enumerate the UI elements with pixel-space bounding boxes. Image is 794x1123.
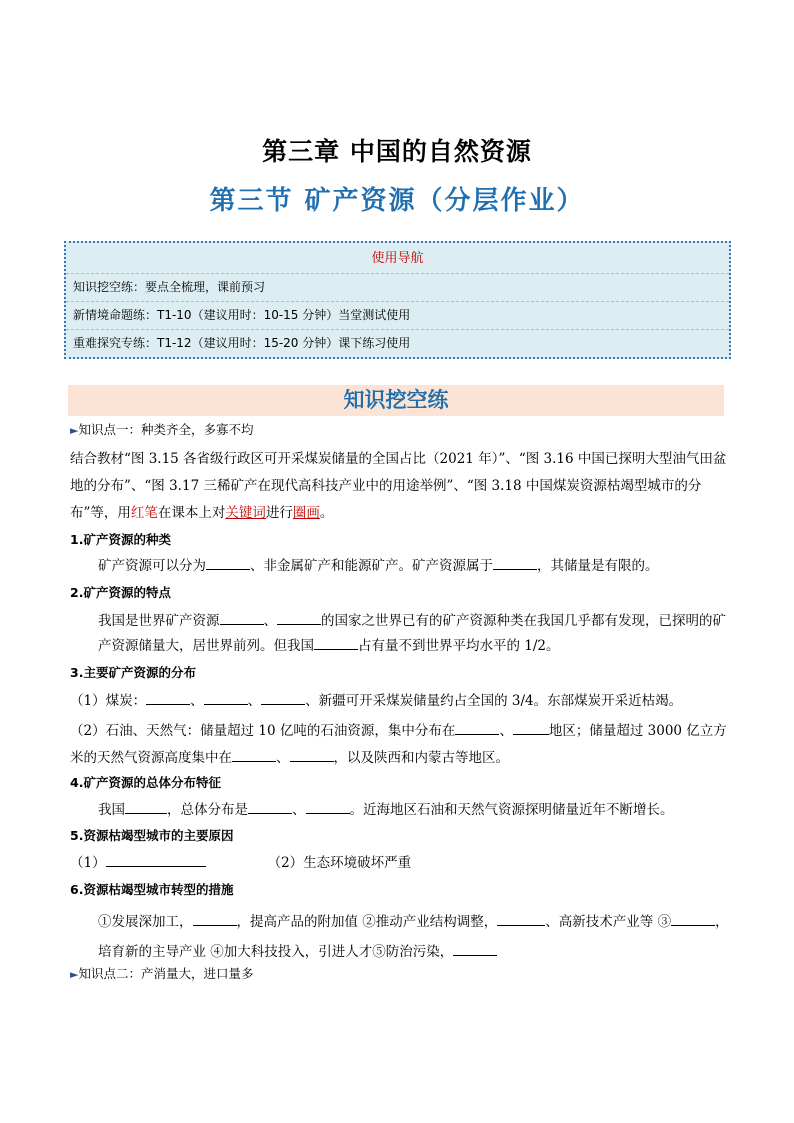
- answer-blank[interactable]: [261, 690, 305, 705]
- answer-blank[interactable]: [493, 555, 537, 570]
- answer-blank[interactable]: [220, 610, 264, 625]
- answer-blank[interactable]: [204, 690, 248, 705]
- guide-heading: 使用导航: [371, 251, 424, 266]
- answer-blank[interactable]: [125, 799, 167, 814]
- knowledge-point-2: ►知识点二：产消量大，进口量多: [70, 966, 254, 981]
- answer-blank[interactable]: [193, 911, 237, 926]
- paragraph-4: 我国 ，总体分布是 、 。近海地区石油和天然气资源探明储量近年不断增长。: [70, 799, 758, 820]
- chapter-title: 第三章 中国的自然资源: [262, 137, 532, 166]
- heading-6: 6.资源枯竭型城市转型的措施: [70, 882, 234, 897]
- section-band-title: 知识挖空练: [68, 385, 724, 416]
- red-keyword: 圈画: [292, 505, 320, 521]
- triangle-bullet-icon: ►: [70, 968, 79, 981]
- answer-blank[interactable]: [106, 852, 206, 867]
- red-keyword: 红笔: [130, 505, 158, 521]
- answer-blank[interactable]: [248, 799, 292, 814]
- section-title: 第三节 矿产资源（分层作业）: [209, 186, 585, 216]
- triangle-bullet-icon: ►: [70, 424, 79, 437]
- guide-line-new-context: 新情境命题练：T1-10（建议用时：10-15 分钟）当堂测试使用: [66, 301, 729, 329]
- guide-line-difficult: 重难探究专练：T1-12（建议用时：15-20 分钟）课下练习使用: [66, 329, 729, 357]
- paragraph-5: （1） （2）生态环境破坏严重: [70, 852, 730, 873]
- answer-blank[interactable]: [306, 799, 350, 814]
- answer-blank[interactable]: [497, 911, 545, 926]
- answer-blank[interactable]: [513, 720, 549, 735]
- knowledge-point-1: ►知识点一：种类齐全，多寡不均: [70, 422, 254, 437]
- paragraph-2: 我国是世界矿产资源 、 的国家之世界已有的矿产资源种类在我国几乎都有发现，已探明的矿产资源储量大，居世界前列。但我国 占有量不到世界平均水平的 1/2。: [70, 609, 730, 659]
- heading-2: 2.矿产资源的特点: [70, 585, 171, 600]
- heading-5: 5.资源枯竭型城市的主要原因: [70, 828, 234, 843]
- answer-blank[interactable]: [455, 720, 499, 735]
- paragraph-3-oil-gas: （2）石油、天然气：储量超过 10 亿吨的石油资源，集中分布在 、 地区；储量超过 3000 亿立方米的天然气资源高度集中在 、 ，以及陕西和内蒙古等地区。: [70, 718, 730, 772]
- paragraph-1: 矿产资源可以分为 、非金属矿产和能源矿产。矿产资源属于 ，其储量是有限的。: [70, 555, 758, 576]
- answer-blank[interactable]: [290, 747, 334, 762]
- answer-blank[interactable]: [277, 610, 321, 625]
- answer-blank[interactable]: [206, 555, 250, 570]
- heading-4: 4.矿产资源的总体分布特征: [70, 775, 221, 790]
- usage-guide-box: [64, 241, 731, 359]
- answer-blank[interactable]: [232, 747, 276, 762]
- intro-paragraph: 结合教材“图 3.15 各省级行政区可开采煤炭储量的全国占比（2021 年）”、“图 3.16 中国已探明大型油气田盆地的分布”、“图 3.17 三稀矿产在现代高科技产业中的用途举例”、“图 3.18 中国煤炭资源枯竭型城市的分布”等，用红笔在课本上对关键词进行圈画。: [70, 451, 727, 521]
- answer-blank[interactable]: [314, 635, 358, 650]
- paragraph-3-coal: （1）煤炭： 、 、 、新疆可开采煤炭储量约占全国的 3/4。东部煤炭开采近枯竭。: [70, 690, 730, 711]
- heading-3: 3.主要矿产资源的分布: [70, 665, 196, 680]
- guide-line-knowledge: 知识挖空练：要点全梳理，课前预习: [66, 273, 729, 301]
- paragraph-6: ①发展深加工， ，提高产品的附加值 ②推动产业结构调整， 、高新技术产业等 ③ ，培育新的主导产业 ④加大科技投入，引进人才⑤防治污染，: [70, 907, 730, 967]
- answer-blank[interactable]: [146, 690, 190, 705]
- heading-1: 1.矿产资源的种类: [70, 532, 171, 547]
- answer-blank[interactable]: [453, 941, 497, 956]
- answer-blank[interactable]: [671, 911, 715, 926]
- red-keyword: 关键词: [225, 505, 266, 521]
